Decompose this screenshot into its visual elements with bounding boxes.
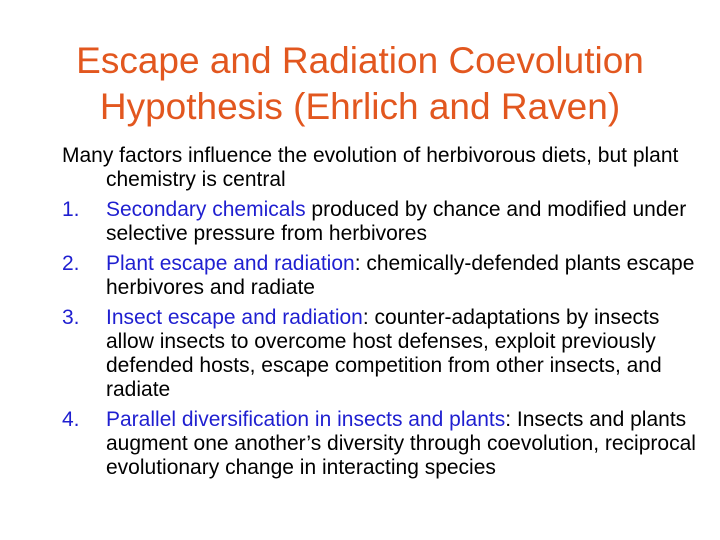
list-item-text: : Insects and plants augment one another’s diversity through coevolution, reciprocal evolutionary change in interacting species bbox=[106, 408, 696, 479]
list-item-highlight: Secondary chemicals bbox=[106, 198, 306, 221]
list-item-1 bbox=[62, 198, 702, 246]
list-number: 1. bbox=[62, 198, 80, 221]
list-item-text: : chemically-defended plants escape herbivores and radiate bbox=[106, 252, 695, 299]
list-item-highlight: Plant escape and radiation bbox=[106, 252, 355, 275]
list-item-text: : counter-adaptations by insects allow insects to overcome host defenses, exploit previously defended hosts, escape competition from other insects, and radiate bbox=[106, 306, 662, 401]
intro-paragraph: Many factors influence the evolution of herbivorous diets, but plant chemistry is central bbox=[62, 144, 679, 191]
list-item-4 bbox=[62, 408, 702, 480]
slide-title-line-1: Escape and Radiation Coevolution bbox=[76, 40, 644, 81]
list-item-highlight: Insect escape and radiation bbox=[106, 306, 363, 329]
list-item-highlight: Parallel diversification in insects and plants bbox=[106, 408, 506, 431]
list-number: 2. bbox=[62, 252, 80, 275]
list-item-text: produced by chance and modified under selective pressure from herbivores bbox=[106, 198, 687, 245]
slide-title-line-2: Hypothesis (Ehrlich and Raven) bbox=[99, 86, 621, 127]
slide-body bbox=[62, 144, 702, 486]
list-item-2 bbox=[62, 252, 702, 300]
slide-title bbox=[0, 38, 720, 130]
list-item-3 bbox=[62, 306, 702, 402]
list-number: 3. bbox=[62, 306, 80, 329]
list-number: 4. bbox=[62, 408, 80, 431]
